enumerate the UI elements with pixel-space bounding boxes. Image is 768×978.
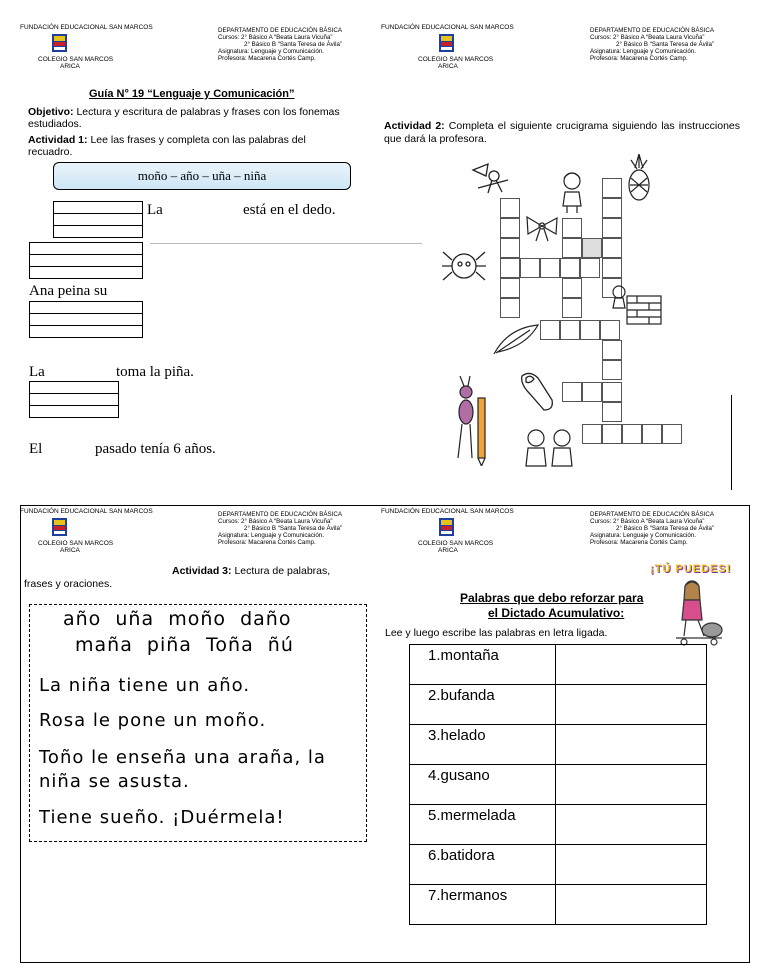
- words-instruction: Lee y luego escribe las palabras en letra ligada.: [385, 627, 608, 639]
- spider-clipart-icon: [441, 246, 487, 291]
- header-foundation: FUNDACIÓN EDUCACIONAL SAN MARCOS: [381, 24, 514, 31]
- divider: [150, 243, 422, 244]
- reading-sentence-2: Rosa le pone un moño.: [39, 710, 267, 731]
- dictation-word: 3.helado: [410, 725, 556, 765]
- table-row: [410, 885, 707, 925]
- activity-2-instruction: Actividad 2: Completa el siguiente crucigrama siguiendo las instrucciones que dará la profesora.: [384, 120, 741, 145]
- words-title: Palabras que debo reforzar para: [460, 591, 644, 605]
- reading-sentence-1: La niña tiene un año.: [39, 675, 251, 696]
- header-city: ARICA: [60, 547, 80, 554]
- answer-lines[interactable]: [29, 242, 143, 279]
- write-cell[interactable]: [556, 845, 707, 885]
- header-city: ARICA: [438, 63, 458, 70]
- header-city: ARICA: [438, 547, 458, 554]
- activity-1-instruction: Actividad 1: Lee las frases y completa con las palabras del recuadro.: [28, 134, 306, 158]
- header-foundation: FUNDACIÓN EDUCACIONAL SAN MARCOS: [20, 24, 153, 31]
- header-school: COLEGIO SAN MARCOS: [418, 540, 494, 547]
- dictation-word: 1.montaña: [410, 645, 556, 685]
- dictation-table: [409, 644, 707, 925]
- table-row: [410, 725, 707, 765]
- dictation-word: 4.gusano: [410, 765, 556, 805]
- header-department: DEPARTAMENTO DE EDUCACIÓN BÁSICA Cursos: 2° Básico A “Beata Laura Vicuña” 2° Básico B “Santa Teresa de Ávila” Asignatura: Lenguaje y Comunicación. Profesora: Macarena Cortés Camp.: [218, 511, 342, 546]
- header-city: ARICA: [60, 63, 80, 70]
- dictation-word: 6.batidora: [410, 845, 556, 885]
- table-row: [410, 685, 707, 725]
- ant-with-pencil-clipart-icon: [452, 374, 492, 471]
- sentence-4-start: El: [29, 441, 43, 457]
- header-department: DEPARTAMENTO DE EDUCACIÓN BÁSICA Cursos: 2° Básico A “Beata Laura Vicuña” 2° Básico B “Santa Teresa de Ávila” Asignatura: Lenguaje y Comunicación. Profesora: Macarena Cortés Camp.: [218, 27, 342, 62]
- dictation-word: 2.bufanda: [410, 685, 556, 725]
- child-wall-clipart-icon: [607, 282, 663, 331]
- write-cell[interactable]: [556, 725, 707, 765]
- header-foundation: FUNDACIÓN EDUCACIONAL SAN MARCOS: [20, 508, 153, 515]
- margin-line: [731, 395, 732, 490]
- answer-lines[interactable]: [29, 381, 119, 418]
- header-foundation: FUNDACIÓN EDUCACIONAL SAN MARCOS: [381, 508, 514, 515]
- header-department: DEPARTAMENTO DE EDUCACIÓN BÁSICA Cursos: 2° Básico A “Beata Laura Vicuña” 2° Básico B “Santa Teresa de Ávila” Asignatura: Lenguaje y Comunicación. Profesora: Macarena Cortés Camp.: [590, 511, 714, 546]
- page-title: Guía N° 19 “Lenguaje y Comunicación”: [89, 88, 295, 100]
- header-department: DEPARTAMENTO DE EDUCACIÓN BÁSICA Cursos: 2° Básico A “Beata Laura Vicuña” 2° Básico B “Santa Teresa de Ávila” Asignatura: Lenguaje y Comunicación. Profesora: Macarena Cortés Camp.: [590, 27, 714, 62]
- bow-clipart-icon: [524, 214, 560, 247]
- pineapple-clipart-icon: [626, 152, 652, 207]
- sentence-1-start: La: [147, 202, 163, 218]
- reading-sentence-3: Toño le enseña una araña, la: [39, 747, 326, 768]
- table-row: [410, 845, 707, 885]
- write-cell[interactable]: [556, 805, 707, 845]
- dictation-word: 5.mermelada: [410, 805, 556, 845]
- children-clipart-icon: [522, 426, 576, 473]
- write-cell[interactable]: [556, 685, 707, 725]
- feather-clipart-icon: [490, 322, 540, 361]
- reading-words-line-2: maña piña Toña ñú: [75, 634, 294, 656]
- write-cell[interactable]: [556, 885, 707, 925]
- activity-3-instruction: Actividad 3: Lectura de palabras,: [172, 565, 331, 577]
- table-row: [410, 805, 707, 845]
- school-logo-icon: [439, 34, 454, 57]
- activity-3-instruction-cont: frases y oraciones.: [24, 578, 113, 590]
- reading-words-line-1: año uña moño daño: [63, 608, 292, 630]
- objective: Objetivo: Lectura y escritura de palabras y frases con los fonemas estudiados.: [28, 106, 340, 130]
- sentence-2: Ana peina su: [29, 283, 108, 299]
- school-logo-icon: [52, 34, 67, 57]
- sentence-3-start: La: [29, 364, 45, 380]
- encouragement-badge: ¡TÚ PUEDES!: [650, 563, 732, 575]
- school-logo-icon: [52, 518, 67, 541]
- school-logo-icon: [439, 518, 454, 541]
- table-row: [410, 645, 707, 685]
- answer-lines[interactable]: [29, 301, 143, 338]
- header-school: COLEGIO SAN MARCOS: [38, 56, 114, 63]
- dictation-word: 7.hermanos: [410, 885, 556, 925]
- finger-nail-clipart-icon: [516, 370, 556, 417]
- words-title-cont: el Dictado Acumulativo:: [488, 606, 625, 620]
- sentence-4-end: pasado tenía 6 años.: [95, 441, 216, 457]
- sentence-1-end: está en el dedo.: [243, 202, 336, 218]
- table-row: [410, 765, 707, 805]
- answer-lines[interactable]: [53, 201, 143, 238]
- header-school: COLEGIO SAN MARCOS: [38, 540, 114, 547]
- reading-sentence-3-cont: niña se asusta.: [39, 771, 190, 792]
- sentence-3-end: toma la piña.: [116, 364, 194, 380]
- reading-sentence-4: Tiene sueño. ¡Duérmela!: [39, 807, 285, 828]
- header-school: COLEGIO SAN MARCOS: [418, 56, 494, 63]
- skateboard-girl-clipart-icon: [670, 578, 730, 651]
- write-cell[interactable]: [556, 765, 707, 805]
- witch-clipart-icon: [468, 158, 512, 203]
- girl-clipart-icon: [557, 170, 587, 219]
- word-bank-box: moño – año – uña – niña: [53, 162, 351, 190]
- write-cell[interactable]: [556, 645, 707, 685]
